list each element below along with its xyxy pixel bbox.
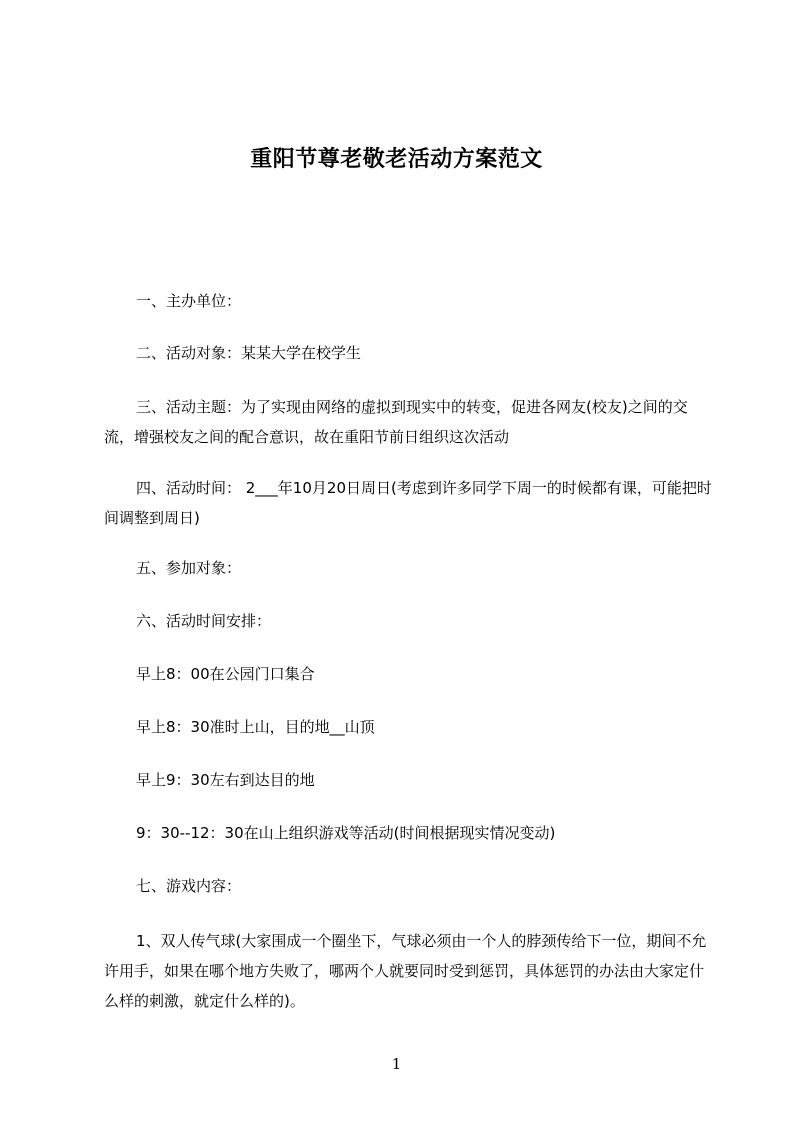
paragraph-participants: 五、参加对象： (136, 559, 242, 577)
paragraph-games: 七、游戏内容： (136, 877, 242, 895)
paragraph-theme: 三、活动主题：为了实现由网络的虚拟到现实中的转变，促进各网友(校友)之间的交流，增强校友之间的配合意识，故在重阳节前日组织这次活动 (104, 398, 688, 446)
paragraph-audience: 二、活动对象：某某大学在校学生 (136, 344, 362, 362)
paragraph-time: 四、活动时间： 2___年10月20日周日(考虑到许多同学下周一的时候都有课，可能把时间调整到周日) (104, 479, 712, 527)
schedule-item: 早上8：00在公园门口集合 (136, 665, 315, 683)
document-title: 重阳节尊老敬老活动方案范文 (250, 147, 543, 172)
schedule-item: 早上8：30准时上山，目的地__山顶 (136, 718, 375, 736)
paragraph-schedule: 六、活动时间安排： (136, 612, 272, 630)
paragraph-game-1: 1、双人传气球(大家围成一个圈坐下，气球必须由一个人的脖颈传给下一位，期间不允许用手，如果在哪个地方失败了，哪两个人就要同时受到惩罚，具体惩罚的办法由大家定什么样的刺激，就定什么样的)。 (104, 932, 707, 1010)
page-number: 1 (391, 1055, 402, 1073)
schedule-item: 9：30--12：30在山上组织游戏等活动(时间根据现实情况变动) (136, 824, 556, 842)
paragraph-organizer: 一、主办单位： (136, 292, 242, 310)
schedule-item: 早上9：30左右到达目的地 (136, 771, 315, 789)
